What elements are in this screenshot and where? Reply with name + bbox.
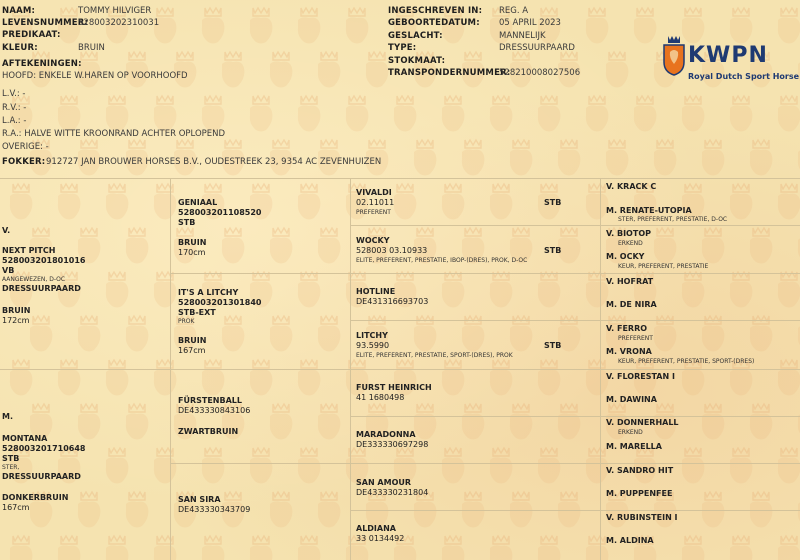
gp2-number: 528003201301840: [178, 298, 262, 307]
g4-7-name: V. FERRO: [606, 324, 648, 333]
lion-watermark-icon: [292, 270, 326, 310]
gp1-height: 170cm: [178, 248, 206, 257]
aftekeningen-label: AFTEKENINGEN:: [2, 59, 82, 69]
kwpn-logo-subtitle: Royal Dutch Sport Horse: [688, 72, 800, 81]
lion-watermark-icon: [456, 402, 490, 442]
ggp7-name: SAN AMOUR: [356, 478, 412, 487]
g4-10-name: M. DAWINA: [606, 395, 657, 404]
lion-watermark-icon: [532, 94, 566, 134]
lion-watermark-icon: [696, 138, 730, 178]
lion-watermark-icon: [532, 534, 566, 560]
g4-4-name: M. OCKY: [606, 252, 645, 261]
lion-watermark-icon: [292, 94, 326, 134]
lion-watermark-icon: [532, 446, 566, 486]
lion-watermark-icon: [244, 534, 278, 560]
ggp3-number: DE431316693703: [356, 297, 429, 306]
ggp1-number: 02.11011: [356, 198, 395, 207]
lion-watermark-icon: [100, 94, 134, 134]
ggp4-predicates: ELITE, PREFERENT, PRESTATIE, SPORT-(DRES), PROK: [356, 352, 513, 359]
g4-16-name: M. ALDINA: [606, 536, 654, 545]
lion-watermark-icon: [580, 94, 614, 134]
lion-crest-icon: [662, 34, 686, 76]
lion-watermark-icon: [292, 534, 326, 560]
lion-watermark-icon: [772, 6, 800, 46]
lion-watermark-icon: [4, 94, 38, 134]
fokker-label: FOKKER:: [2, 157, 46, 167]
sire-number: 528003201801016: [2, 256, 86, 265]
lion-watermark-icon: [72, 402, 106, 442]
lion-watermark-icon: [148, 182, 182, 222]
geboortedatum-value: 05 APRIL 2023: [499, 18, 561, 28]
lion-watermark-icon: [72, 314, 106, 354]
lion-watermark-icon: [340, 6, 374, 46]
lion-watermark-icon: [772, 534, 800, 560]
lion-watermark-icon: [196, 358, 230, 398]
gp1-studbook: STB: [178, 218, 196, 227]
lion-watermark-icon: [196, 534, 230, 560]
lion-watermark-icon: [600, 50, 634, 90]
gp3-color: ZWARTBRUIN: [178, 427, 239, 436]
lion-watermark-icon: [312, 226, 346, 266]
ggp6-number: DE333330697298: [356, 440, 429, 449]
gp1-color: BRUIN: [178, 238, 207, 247]
lion-watermark-icon: [244, 6, 278, 46]
sire-studbook: VB: [2, 266, 15, 275]
g4-3-predicates: ERKEND: [618, 240, 643, 247]
lion-watermark-icon: [216, 50, 250, 90]
aftekeningen-ra: R.A.: HALVE WITTE KROONRAND ACHTER OPLOPEND: [2, 129, 226, 139]
ggp7-number: DE433330231804: [356, 488, 429, 497]
aftekeningen-lv: L.V.: -: [2, 89, 26, 99]
gp2-height: 167cm: [178, 346, 206, 355]
lion-watermark-icon: [724, 94, 758, 134]
lion-watermark-icon: [772, 182, 800, 222]
lion-watermark-icon: [196, 6, 230, 46]
lion-watermark-icon: [72, 490, 106, 530]
dam-height: 167cm: [2, 503, 30, 512]
lion-watermark-icon: [120, 490, 154, 530]
lion-watermark-icon: [100, 358, 134, 398]
transponder-value: 528210008027506: [499, 68, 581, 78]
ggp5-name: FURST HEINRICH: [356, 383, 432, 392]
ggp2-name: WOCKY: [356, 236, 390, 245]
sire-height: 172cm: [2, 316, 30, 325]
dam-studbook: STB: [2, 454, 20, 463]
lion-watermark-icon: [436, 182, 470, 222]
kleur-value: BRUIN: [78, 43, 105, 53]
ggp5-number: 41 1680498: [356, 393, 405, 402]
lion-watermark-icon: [676, 94, 710, 134]
sire-color: BRUIN: [2, 306, 31, 315]
lion-watermark-icon: [648, 138, 682, 178]
ggp1-name: VIVALDI: [356, 188, 392, 197]
lion-watermark-icon: [792, 226, 800, 266]
lion-watermark-icon: [24, 50, 58, 90]
naam-label: NAAM:: [2, 6, 36, 16]
pedigree-top-rule: [0, 178, 800, 179]
lion-watermark-icon: [580, 6, 614, 46]
lion-watermark-icon: [312, 314, 346, 354]
lion-watermark-icon: [4, 534, 38, 560]
lion-watermark-icon: [744, 226, 778, 266]
lion-watermark-icon: [196, 446, 230, 486]
ggp6-name: MARADONNA: [356, 430, 416, 439]
fokker-value: 912727 JAN BROUWER HORSES B.V., OUDESTREEK 23, 9354 AC ZEVENHUIZEN: [46, 157, 382, 167]
stokmaat-label: STOKMAAT:: [388, 56, 446, 66]
lion-watermark-icon: [100, 446, 134, 486]
geboortedatum-label: GEBOORTEDATUM:: [388, 18, 480, 28]
lion-watermark-icon: [264, 50, 298, 90]
lion-watermark-icon: [292, 182, 326, 222]
lion-watermark-icon: [484, 270, 518, 310]
aftekeningen-rv: R.V.: -: [2, 103, 27, 113]
g4-11-predicates: ERKEND: [618, 429, 643, 436]
lion-watermark-icon: [792, 402, 800, 442]
aftekeningen-hoofd: HOOFD: ENKELE W.HAREN OP VOORHOOFD: [2, 71, 188, 81]
g4-12-name: M. MARELLA: [606, 442, 662, 451]
ggp2-number: 528003 03.10933: [356, 246, 428, 255]
lion-watermark-icon: [436, 358, 470, 398]
gp2-name: IT'S A LITCHY: [178, 288, 239, 297]
geslacht-value: MANNELIJK: [499, 31, 546, 41]
g4-5-name: V. HOFRAT: [606, 277, 654, 286]
g4-15-name: V. RUBINSTEIN I: [606, 513, 678, 522]
g4-2-name: M. RENATE-UTOPIA: [606, 206, 692, 215]
lion-watermark-icon: [484, 358, 518, 398]
lion-watermark-icon: [148, 94, 182, 134]
lion-watermark-icon: [436, 534, 470, 560]
g4-8-name: M. VRONA: [606, 347, 652, 356]
lion-watermark-icon: [600, 138, 634, 178]
g4-14-name: M. PUPPENFEE: [606, 489, 673, 498]
gp2-color: BRUIN: [178, 336, 207, 345]
g4-9-name: V. FLORESTAN I: [606, 372, 675, 381]
lion-watermark-icon: [772, 270, 800, 310]
lion-watermark-icon: [120, 226, 154, 266]
lion-watermark-icon: [264, 490, 298, 530]
lion-watermark-icon: [436, 446, 470, 486]
lion-watermark-icon: [120, 50, 154, 90]
gp4-number: DE433330343709: [178, 505, 251, 514]
naam-value: TOMMY HILVIGER: [78, 6, 152, 16]
gp2-predicates: PROK: [178, 318, 195, 325]
gp3-name: FÜRSTENBALL: [178, 396, 242, 405]
lion-watermark-icon: [264, 226, 298, 266]
lion-watermark-icon: [484, 446, 518, 486]
lion-watermark-icon: [100, 182, 134, 222]
kleur-label: KLEUR:: [2, 43, 38, 53]
lion-watermark-icon: [388, 94, 422, 134]
aftekeningen-la: L.A.: -: [2, 116, 27, 126]
lion-watermark-icon: [724, 270, 758, 310]
gp3-number: DE433330843106: [178, 406, 251, 415]
g4-7-predicates: PREFERENT: [618, 335, 653, 342]
predikaat-label: PREDIKAAT:: [2, 30, 61, 40]
lion-watermark-icon: [216, 226, 250, 266]
geslacht-label: GESLACHT:: [388, 31, 443, 41]
levensnummer-label: LEVENSNUMMER:: [2, 18, 89, 28]
aftekeningen-overige: OVERIGE: -: [2, 142, 49, 152]
lion-watermark-icon: [648, 226, 682, 266]
lion-watermark-icon: [772, 446, 800, 486]
lion-watermark-icon: [552, 402, 586, 442]
lion-watermark-icon: [244, 358, 278, 398]
ggp4-number: 93.5990: [356, 341, 390, 350]
ggp1-predicates: PREFERENT: [356, 209, 391, 216]
ggp1-studbook: STB: [544, 198, 562, 207]
sire-name: NEXT PITCH: [2, 246, 56, 255]
dam-type: DRESSUURPAARD: [2, 472, 81, 481]
levensnummer-value: 528003202310031: [78, 18, 160, 28]
lion-watermark-icon: [120, 402, 154, 442]
lion-watermark-icon: [292, 358, 326, 398]
sire-prefix: V.: [2, 226, 11, 235]
lion-watermark-icon: [724, 534, 758, 560]
lion-watermark-icon: [264, 402, 298, 442]
lion-watermark-icon: [744, 402, 778, 442]
lion-watermark-icon: [552, 138, 586, 178]
lion-watermark-icon: [744, 138, 778, 178]
lion-watermark-icon: [4, 182, 38, 222]
type-value: DRESSUURPAARD: [499, 43, 575, 53]
lion-watermark-icon: [676, 270, 710, 310]
lion-watermark-icon: [676, 446, 710, 486]
lion-watermark-icon: [148, 270, 182, 310]
lion-watermark-icon: [312, 50, 346, 90]
g4-1-name: V. KRACK C: [606, 182, 657, 191]
lion-watermark-icon: [312, 490, 346, 530]
ingeschreven-label: INGESCHREVEN IN:: [388, 6, 483, 16]
lion-watermark-icon: [52, 534, 86, 560]
pedigree-mid-rule: [0, 369, 800, 370]
ggp4-name: LITCHY: [356, 331, 388, 340]
lion-watermark-icon: [120, 314, 154, 354]
ingeschreven-value: REG. A: [499, 6, 529, 16]
kwpn-logo-text: KWPN: [688, 43, 768, 68]
lion-watermark-icon: [504, 402, 538, 442]
sire-type: DRESSUURPAARD: [2, 284, 81, 293]
lion-watermark-icon: [216, 314, 250, 354]
lion-watermark-icon: [724, 6, 758, 46]
lion-watermark-icon: [244, 446, 278, 486]
gp4-name: SAN SIRA: [178, 495, 221, 504]
lion-watermark-icon: [532, 358, 566, 398]
lion-watermark-icon: [312, 402, 346, 442]
lion-watermark-icon: [792, 138, 800, 178]
lion-watermark-icon: [52, 358, 86, 398]
lion-watermark-icon: [772, 358, 800, 398]
lion-watermark-icon: [196, 94, 230, 134]
lion-watermark-icon: [100, 270, 134, 310]
lion-watermark-icon: [436, 94, 470, 134]
lion-watermark-icon: [100, 534, 134, 560]
lion-watermark-icon: [696, 226, 730, 266]
lion-watermark-icon: [484, 182, 518, 222]
dam-prefix: M.: [2, 412, 13, 421]
lion-watermark-icon: [168, 50, 202, 90]
lion-watermark-icon: [696, 402, 730, 442]
lion-watermark-icon: [436, 270, 470, 310]
lion-watermark-icon: [148, 446, 182, 486]
type-label: TYPE:: [388, 43, 417, 53]
ggp2-predicates: ELITE, PREFERENT, PRESTATIE, IBOP-(DRES), PROK, D-OC: [356, 257, 528, 264]
ggp4-studbook: STB: [544, 341, 562, 350]
lion-watermark-icon: [52, 182, 86, 222]
lion-watermark-icon: [244, 94, 278, 134]
dam-number: 528003201710648: [2, 444, 86, 453]
g4-8-predicates: KEUR, PREFERENT, PRESTATIE, SPORT-(DRES): [618, 358, 755, 365]
ggp8-name: ALDIANA: [356, 524, 396, 533]
lion-watermark-icon: [532, 270, 566, 310]
g4-13-name: V. SANDRO HIT: [606, 466, 674, 475]
lion-watermark-icon: [292, 446, 326, 486]
g4-2-predicates: STER, PREFERENT, PRESTATIE, D-OC: [618, 216, 728, 223]
lion-watermark-icon: [504, 138, 538, 178]
lion-watermark-icon: [676, 534, 710, 560]
gp1-name: GENIAAL: [178, 198, 218, 207]
ggp2-studbook: STB: [544, 246, 562, 255]
lion-watermark-icon: [52, 94, 86, 134]
g4-4-predicates: KEUR, PREFERENT, PRESTATIE: [618, 263, 709, 270]
lion-watermark-icon: [772, 94, 800, 134]
ggp3-name: HOTLINE: [356, 287, 396, 296]
lion-watermark-icon: [148, 358, 182, 398]
transponder-label: TRANSPONDERNUMMER:: [388, 68, 511, 78]
lion-watermark-icon: [484, 94, 518, 134]
lion-watermark-icon: [724, 446, 758, 486]
lion-watermark-icon: [408, 138, 442, 178]
lion-watermark-icon: [792, 50, 800, 90]
lion-watermark-icon: [264, 314, 298, 354]
lion-watermark-icon: [148, 534, 182, 560]
lion-watermark-icon: [628, 6, 662, 46]
g4-3-name: V. BIOTOP: [606, 229, 651, 238]
g4-11-name: V. DONNERHALL: [606, 418, 679, 427]
ggp8-number: 33 0134492: [356, 534, 405, 543]
lion-watermark-icon: [484, 534, 518, 560]
dam-predicates: STER,: [2, 464, 20, 471]
gp2-studbook: STB-EXT: [178, 308, 216, 317]
dam-color: DONKERBRUIN: [2, 493, 69, 502]
lion-watermark-icon: [72, 50, 106, 90]
sire-predicates: AANGEWEZEN, D-OC: [2, 276, 66, 283]
lion-watermark-icon: [340, 94, 374, 134]
lion-watermark-icon: [4, 358, 38, 398]
gp1-number: 528003201108520: [178, 208, 262, 217]
lion-watermark-icon: [292, 6, 326, 46]
lion-watermark-icon: [724, 182, 758, 222]
g4-6-name: M. DE NIRA: [606, 300, 657, 309]
dam-name: MONTANA: [2, 434, 48, 443]
lion-watermark-icon: [456, 138, 490, 178]
lion-watermark-icon: [628, 94, 662, 134]
